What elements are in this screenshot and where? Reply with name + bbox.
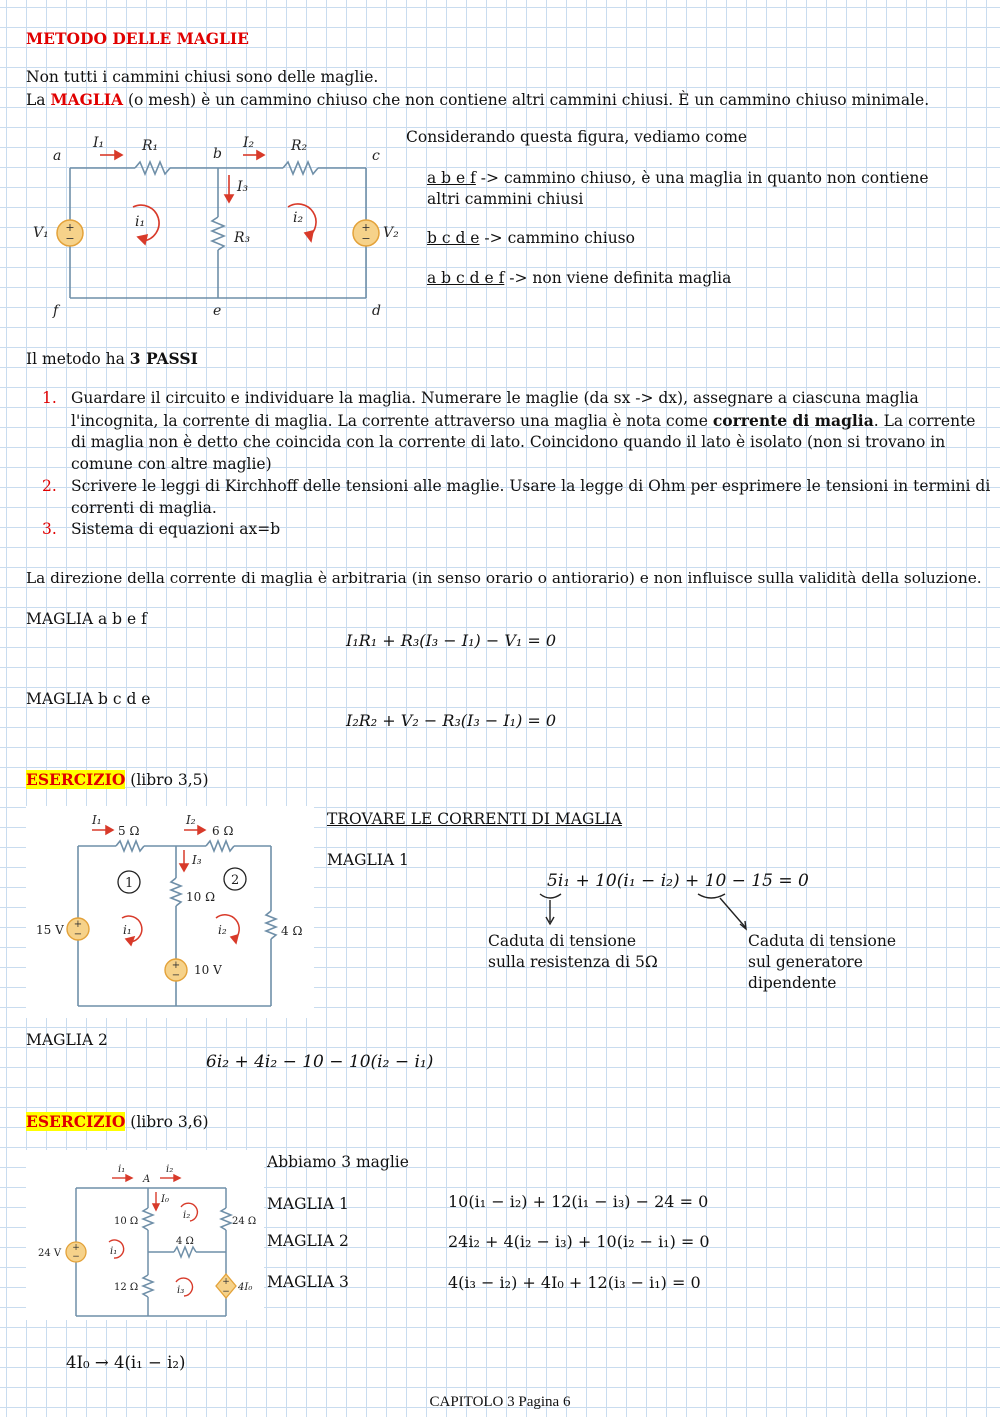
exercise-1-mesh2-eq: 6i₂ + 4i₂ − 10 − 10(i₂ − i₁) [206,1052,434,1072]
example-2-path: b c d e [427,229,480,247]
dependent-source-eq: 4I₀ → 4(i₁ − i₂) [66,1353,186,1372]
ex2-r10: 10 Ω [114,1216,139,1227]
exercise-2-title: ESERCIZIO [26,1112,126,1131]
svg-text:−: − [171,970,181,981]
node-a: a [53,148,62,164]
svg-text:+: + [72,1243,80,1253]
intro-line-2 [26,89,929,111]
maglia-term: MAGLIA [50,90,124,109]
svg-text:+: + [361,221,371,234]
svg-text:+: + [222,1277,230,1287]
mesh-bcde-equation: I₂R₂ + V₂ − R₃(I₃ − I₁) = 0 [346,711,557,730]
exercise-2-mesh2-eq: 24i₂ + 4(i₂ − i₃) + 10(i₂ − i₁) = 0 [448,1232,710,1251]
node-c: c [372,148,380,164]
step-2 [30,476,995,519]
mesh-bcde-label: MAGLIA b c d e [26,690,151,708]
circuit-figure-2 [26,806,314,1018]
example-3 [427,268,731,289]
ex2-mesh-i2: i₂ [183,1210,191,1221]
example-3-text: -> non viene definita maglia [504,269,732,287]
step-1-post: . La corrente di maglia non è detto che coincida con la corrente di lato. Coincidono quando il lato è isolato (non si trovano in comune con altre maglie) [71,411,976,474]
label-I1: I₁ [93,135,105,151]
svg-text:+: + [171,960,181,971]
steps-intro-bold: 3 PASSI [129,349,198,368]
ex2-mesh-i3: i₃ [177,1285,185,1296]
node-d: d [372,303,381,319]
ex2-i2-top: i₂ [166,1164,174,1175]
exercise-2-mesh1-eq: 10(i₁ − i₂) + 12(i₁ − i₃) − 24 = 0 [448,1192,709,1211]
step-1-num: 1. [42,389,57,407]
exercise-2-mesh2-label: MAGLIA 2 [267,1232,349,1250]
circuit-figure-3 [26,1150,264,1320]
example-1-cont: altri cammini chiusi [427,190,584,208]
example-1-path: a b e f [427,169,476,187]
annotation-arrows [535,888,755,933]
ex2-v: 24 V [38,1248,62,1259]
example-1-text: -> cammino chiuso, è una maglia in quanto non contiene [475,169,929,187]
example-2 [427,228,635,249]
ex1-I3: I₃ [192,853,202,867]
step-1-bold: corrente di maglia [712,410,874,430]
intro-line-2-pre: La [26,91,51,109]
example-3-path: a b c d e f [427,269,505,287]
label-i2: i₂ [293,210,304,226]
label-i1: i₁ [135,214,146,230]
ex1-v2: 10 V [194,963,222,977]
ex2-dep: 4I₀ [238,1282,253,1293]
label-R3: R₃ [234,230,251,246]
ex1-v1: 15 V [36,923,64,937]
label-I3: I₃ [237,179,249,195]
ex1-r1: 5 Ω [118,824,140,838]
page-footer: CAPITOLO 3 Pagina 6 [429,1394,571,1410]
step-3 [30,519,995,541]
note-right-2: sul generatore [748,953,863,971]
ex1-r3: 10 Ω [186,890,216,904]
svg-text:−: − [72,1252,80,1262]
mesh-abef-label: MAGLIA a b e f [26,610,147,628]
source-v1 [57,220,83,246]
note-left-2 [488,952,658,973]
label-R2: R₂ [291,138,308,154]
label-I2: I₂ [243,135,255,151]
steps-intro [26,348,198,370]
example-2-text: -> cammino chiuso [479,229,635,247]
section-title: METODO DELLE MAGLIE [26,29,249,48]
ex2-Io: I₀ [161,1194,169,1205]
ex1-mesh1-num: 1 [125,876,134,891]
ex2-r4: 4 Ω [176,1236,194,1247]
node-f: f [53,303,59,319]
circuit-figure-1 [25,125,405,325]
svg-text:−: − [222,1287,230,1297]
exercise-2-intro: Abbiamo 3 maglie [267,1153,409,1171]
direction-note: La direzione della corrente di maglia è arbitraria (in senso orario o antiorario) e non influisce sulla validità della soluzione. [26,569,982,587]
exercise-2-ref: (libro 3,6) [125,1113,209,1131]
step-3-text: Sistema di equazioni ax=b [71,520,281,539]
label-V1: V₁ [33,225,49,241]
svg-text:−: − [73,929,83,940]
ex1-I2: I₂ [186,813,196,827]
label-R1: R₁ [142,138,159,154]
svg-text:−: − [65,232,75,245]
exercise-1-mesh1-label: MAGLIA 1 [327,851,409,869]
exercise-1-mesh2-label: MAGLIA 2 [26,1031,108,1049]
note-left-1: Caduta di tensione [488,932,636,950]
step-2-num: 2. [42,476,57,495]
mesh-abef-equation: I₁R₁ + R₃(I₃ − I₁) − V₁ = 0 [346,631,557,650]
exercise-1-mesh1-eq: 5i₁ + 10(i₁ − i₂) + 10 − 15 = 0 [547,871,809,891]
label-V2: V₂ [383,225,399,241]
node-b: b [213,146,222,162]
ex2-i1-top: i₁ [118,1164,126,1175]
ex1-mesh2-num: 2 [231,873,240,888]
svg-text:+: + [73,919,83,930]
intro-line-1: Non tutti i cammini chiusi sono delle maglie. [26,68,379,86]
node-e: e [213,303,222,319]
ex2-node-A: A [143,1174,151,1185]
exercise-2-mesh3-label: MAGLIA 3 [267,1273,349,1291]
exercise-1-heading [26,769,209,791]
ex1-I1: I₁ [92,813,102,827]
intro-line-2-post: (o mesh) è un cammino chiuso che non contiene altri cammini chiusi. È un cammino chiuso minimale. [123,91,930,109]
exercise-1-title: ESERCIZIO [26,770,126,789]
ex2-r24: 24 Ω [232,1216,257,1227]
exercise-2-mesh1-label: MAGLIA 1 [267,1195,349,1213]
exercise-2-mesh3-eq: 4(i₃ − i₂) + 4I₀ + 12(i₃ − i₁) = 0 [448,1273,701,1292]
note-right-3: dipendente [748,974,837,992]
step-1 [30,388,995,476]
exercise-2-heading [26,1111,209,1133]
source-v2 [353,220,379,246]
steps-list [30,388,995,541]
exercise-1-ref: (libro 3,5) [125,771,209,789]
svg-text:+: + [65,221,75,234]
ex1-i2: i₂ [218,923,227,937]
ex1-i1: i₁ [123,923,132,937]
exercise-1-task: TROVARE LE CORRENTI DI MAGLIA [327,810,622,828]
ex1-r4: 4 Ω [281,924,303,938]
step-1-pre: Guardare il circuito e individuare la maglia. Numerare le maglie (da sx -> dx), assegnare a ciascuna maglia l'incognita, la corrente di maglia. La corrente attraverso una maglia è nota come [71,389,919,430]
note-left-2-text: sulla resistenza di 5Ω [488,953,658,971]
considerando-text: Considerando questa figura, vediamo come [406,128,748,146]
step-3-num: 3. [42,520,57,539]
ex2-r12: 12 Ω [114,1282,139,1293]
svg-text:−: − [361,232,371,245]
steps-intro-pre: Il metodo ha [26,350,130,368]
ex2-mesh-i1: i₁ [110,1246,118,1257]
ex1-r2: 6 Ω [212,824,234,838]
step-2-text: Scrivere le leggi di Kirchhoff delle tensioni alle maglie. Usare la legge di Ohm per esprimere le tensioni in termini di correnti di maglia. [71,476,991,517]
note-right-1: Caduta di tensione [748,932,896,950]
example-1 [427,168,929,189]
